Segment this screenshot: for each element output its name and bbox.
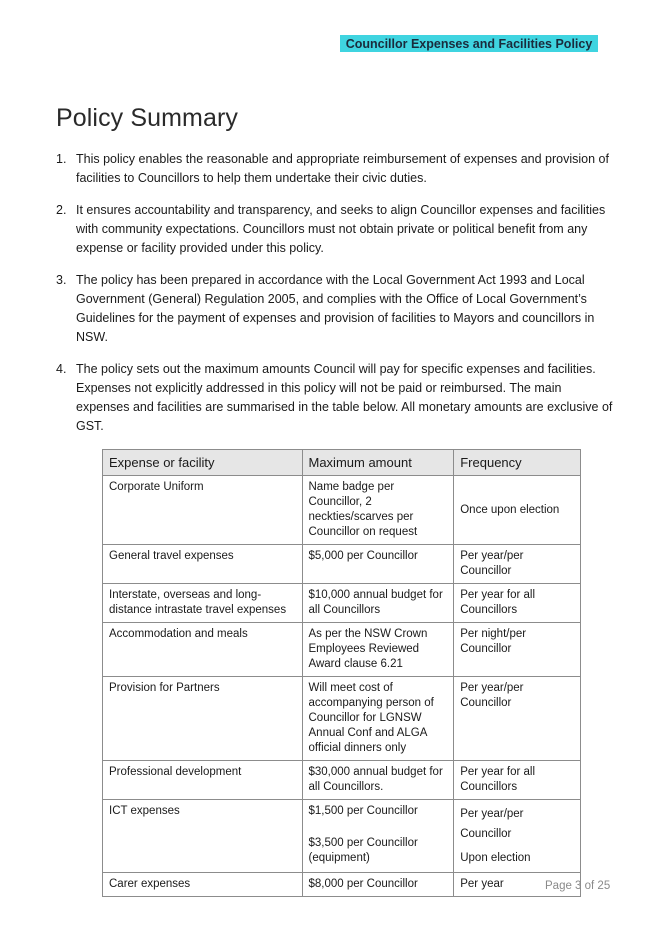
paragraph-text: This policy enables the reasonable and appropriate reimbursement of expenses and provision of facilities to Councillors to help them undertake their civic duties.: [76, 152, 609, 185]
expense-cell: Corporate Uniform: [103, 476, 303, 545]
column-header-amount: Maximum amount: [302, 450, 454, 476]
expense-cell: Carer expenses: [103, 873, 303, 897]
table-row: [103, 761, 581, 800]
frequency-cell: Per night/per Councillor: [454, 623, 581, 677]
table-row: [103, 800, 581, 873]
frequency-cell: Per year: [454, 873, 581, 897]
frequency-cell: Per year for all Councillors: [454, 584, 581, 623]
amount-cell: $10,000 annual budget for all Councillors: [302, 584, 454, 623]
paragraph-text: It ensures accountability and transparency, and seeks to align Councillor expenses and facilities with community expectations. Councillors must not obtain private or political benefit from any expense or facility provided under this policy.: [76, 203, 606, 255]
page-number: Page 3 of 25: [545, 880, 611, 892]
column-header-frequency: Frequency: [454, 450, 581, 476]
policy-paragraph-list: [56, 150, 616, 449]
column-header-expense: Expense or facility: [103, 450, 303, 476]
table-row: [103, 873, 581, 897]
paragraph-number: 1.: [56, 152, 67, 166]
table-row: [103, 623, 581, 677]
paragraph-text: The policy sets out the maximum amounts Council will pay for specific expenses and facilities. Expenses not explicitly addressed in this policy will not be paid or reimbursed. The main expenses and facilities are summarised in the table below. All monetary amounts are exclusive of GST.: [76, 362, 613, 433]
policy-paragraph: [56, 271, 616, 347]
expense-cell: Accommodation and meals: [103, 623, 303, 677]
expenses-summary-table: [102, 449, 581, 897]
policy-paragraph: [56, 201, 616, 258]
frequency-cell: Once upon election: [454, 476, 581, 545]
document-header-banner: Councillor Expenses and Facilities Policy: [340, 35, 598, 52]
policy-paragraph: [56, 150, 616, 188]
table-row: [103, 476, 581, 545]
amount-cell: Will meet cost of accompanying person of Councillor for LGNSW Annual Conf and ALGA official dinners only: [302, 677, 454, 761]
table-row: [103, 584, 581, 623]
expense-cell: General travel expenses: [103, 545, 303, 584]
page-title: Policy Summary: [56, 104, 238, 132]
frequency-cell: [454, 800, 581, 873]
amount-cell: [302, 800, 454, 873]
frequency-line: Per year/per: [460, 808, 524, 820]
table-row: [103, 677, 581, 761]
frequency-cell: Per year/per Councillor: [454, 677, 581, 761]
policy-paragraph: [56, 360, 616, 436]
paragraph-number: 4.: [56, 362, 67, 376]
amount-cell: $8,000 per Councillor: [302, 873, 454, 897]
paragraph-text: The policy has been prepared in accordance with the Local Government Act 1993 and Local Government (General) Regulation 2005, and complies with the Office of Local Government’s Guidelines for the payment of expenses and provision of facilities to Mayors and councillors in NSW.: [76, 273, 595, 344]
amount-line: $3,500 per Councillor (equipment): [308, 837, 418, 864]
expense-cell: Provision for Partners: [103, 677, 303, 761]
table-row: [103, 545, 581, 584]
amount-cell: As per the NSW Crown Employees Reviewed Award clause 6.21: [302, 623, 454, 677]
amount-cell: $5,000 per Councillor: [302, 545, 454, 584]
frequency-cell: Per year for all Councillors: [454, 761, 581, 800]
expense-cell: ICT expenses: [103, 800, 303, 873]
expense-cell: Professional development: [103, 761, 303, 800]
frequency-line: Councillor: [460, 828, 512, 840]
expense-cell: Interstate, overseas and long-distance intrastate travel expenses: [103, 584, 303, 623]
paragraph-number: 2.: [56, 203, 67, 217]
amount-cell: Name badge per Councillor, 2 neckties/scarves per Councillor on request: [302, 476, 454, 545]
amount-cell: $30,000 annual budget for all Councillors.: [302, 761, 454, 800]
table-header-row: [103, 450, 581, 476]
frequency-cell: Per year/per Councillor: [454, 545, 581, 584]
amount-line: $1,500 per Councillor: [308, 805, 418, 817]
paragraph-number: 3.: [56, 273, 67, 287]
frequency-line: Upon election: [460, 852, 531, 864]
